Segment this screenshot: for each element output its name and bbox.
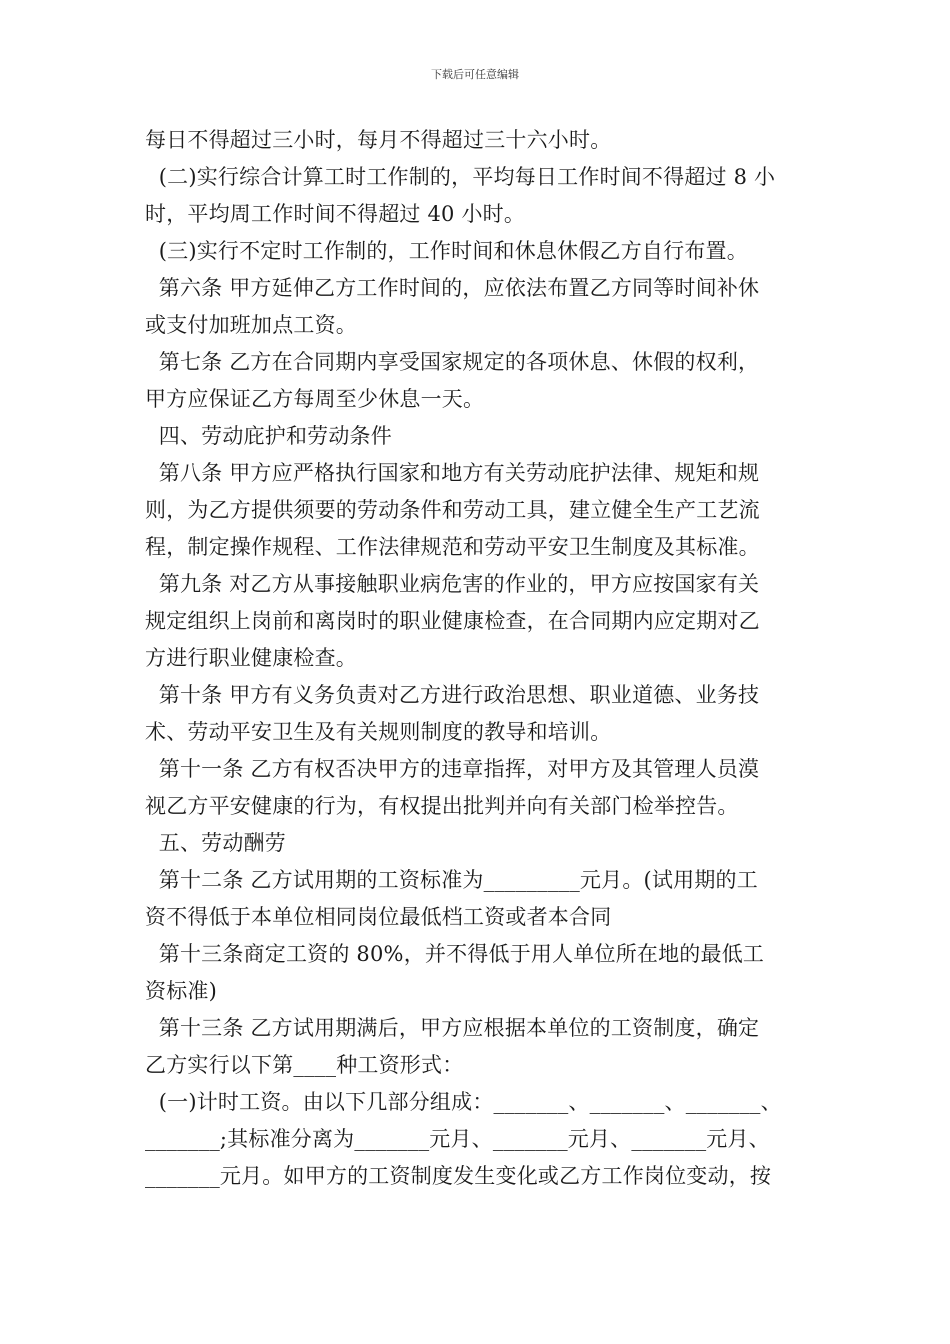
text-line: _______;其标准分离为_______元月、_______元月、_______元月、 (145, 1127, 770, 1151)
text-line: 第十三条商定工资的 80%，并不得低于用人单位所在地的最低工 (145, 942, 765, 966)
text-line: (二)实行综合计算工时工作制的，平均每日工作时间不得超过 8 小 (145, 165, 776, 189)
text-line: _______元月。如甲方的工资制度发生变化或乙方工作岗位变动，按 (145, 1164, 772, 1188)
text-line: 时，平均周工作时间不得超过 40 小时。 (145, 202, 526, 226)
page-header: 下载后可任意编辑 (431, 68, 519, 81)
text-line: 则，为乙方提供须要的劳动条件和劳动工具，建立健全生产工艺流 (145, 498, 760, 522)
text-line: 第九条 对乙方从事接触职业病危害的作业的，甲方应按国家有关 (145, 572, 760, 596)
text-line: 第十条 甲方有义务负责对乙方进行政治思想、职业道德、业务技 (145, 683, 760, 707)
text-line: 视乙方平安健康的行为，有权提出批判并向有关部门检举控告。 (145, 794, 739, 818)
text-line: 第六条 甲方延伸乙方工作时间的，应依法布置乙方同等时间补休 (145, 276, 760, 300)
section-heading: 四、劳动庇护和劳动条件 (145, 424, 392, 448)
text-line: (三)实行不定时工作制的，工作时间和休息休假乙方自行布置。 (145, 239, 748, 263)
section-heading: 五、劳动酬劳 (145, 831, 286, 855)
text-line: 或支付加班加点工资。 (145, 313, 357, 337)
document-body (145, 122, 815, 1195)
text-line: 甲方应保证乙方每周至少休息一天。 (145, 387, 485, 411)
text-line: 第八条 甲方应严格执行国家和地方有关劳动庇护法律、规矩和规 (145, 461, 760, 485)
text-line: (一)计时工资。由以下几部分组成：_______、_______、_______、 (145, 1090, 782, 1114)
text-line: 每日不得超过三小时，每月不得超过三十六小时。 (145, 128, 612, 152)
text-line: 资标准) (145, 979, 217, 1003)
text-line: 方进行职业健康检查。 (145, 646, 357, 670)
text-line: 乙方实行以下第____种工资形式： (145, 1053, 464, 1077)
text-line: 资不得低于本单位相同岗位最低档工资或者本合同 (145, 905, 612, 929)
text-line: 第十三条 乙方试用期满后，甲方应根据本单位的工资制度，确定 (145, 1016, 760, 1040)
text-line: 术、劳动平安卫生及有关规则制度的教导和培训。 (145, 720, 612, 744)
text-line: 第七条 乙方在合同期内享受国家规定的各项休息、休假的权利， (145, 350, 760, 374)
text-line: 第十一条 乙方有权否决甲方的违章指挥，对甲方及其管理人员漠 (145, 757, 760, 781)
text-line: 第十二条 乙方试用期的工资标准为_________元月。(试用期的工 (145, 868, 758, 892)
text-line: 规定组织上岗前和离岗时的职业健康检查，在合同期内应定期对乙 (145, 609, 760, 633)
text-line: 程，制定操作规程、工作法律规范和劳动平安卫生制度及其标准。 (145, 535, 760, 559)
